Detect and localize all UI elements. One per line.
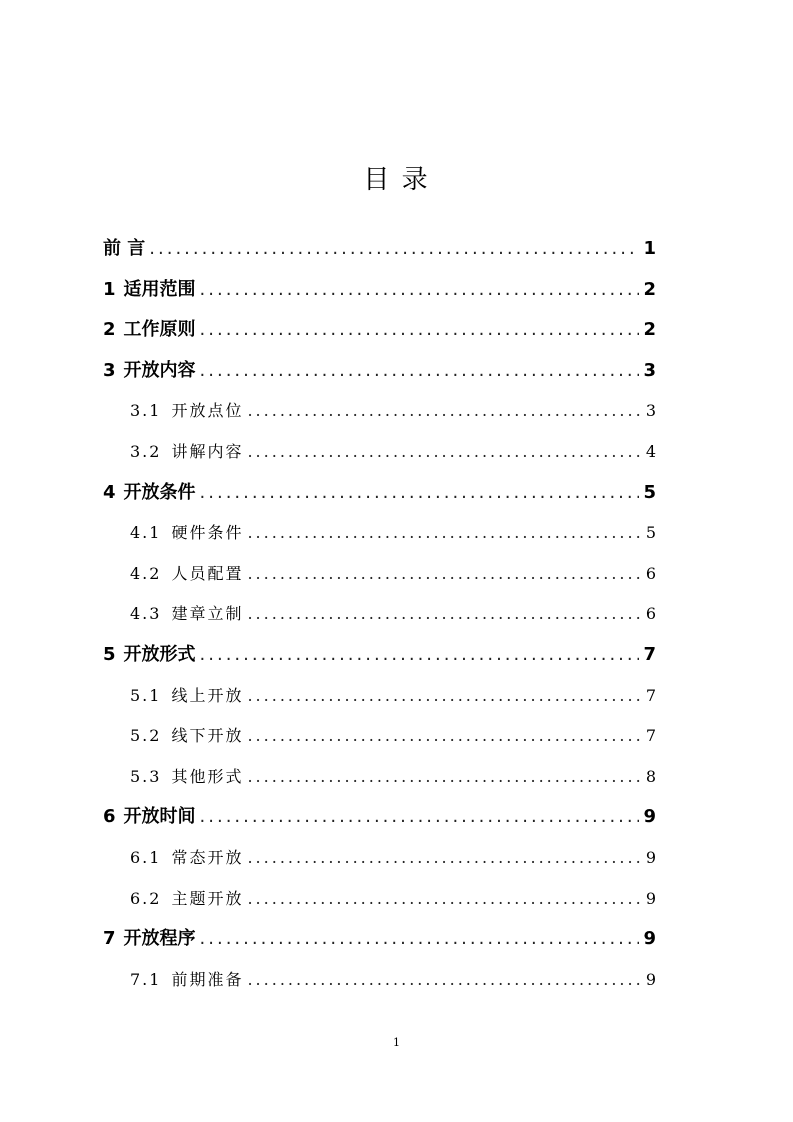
toc-dot-leader <box>247 554 641 595</box>
toc-entry-title <box>103 797 196 838</box>
toc-dot-leader <box>200 270 640 311</box>
toc-entry-page-number: 6 <box>645 563 656 583</box>
toc-dot-leader <box>200 919 640 960</box>
toc-entry-label: 常态开放 <box>171 847 244 867</box>
toc-entry-label: 讲解内容 <box>171 441 244 461</box>
toc-dot-leader <box>247 676 641 717</box>
toc-entry-chapter[interactable] <box>103 473 656 514</box>
toc-entry-number: 4 <box>103 481 116 503</box>
toc-entry-number: 5.1 <box>130 685 162 705</box>
toc-entry-page-number: 9 <box>645 847 656 867</box>
toc-entry-label: 开放形式 <box>123 643 196 665</box>
toc-entry-label: 适用范围 <box>123 278 196 300</box>
toc-entry-chapter[interactable] <box>103 270 656 311</box>
footer-page-number: 1 <box>393 1036 400 1049</box>
toc-dot-leader <box>247 391 641 432</box>
toc-entry-number: 6.2 <box>130 888 162 908</box>
toc-entry-number: 5.3 <box>130 766 162 786</box>
toc-entry-title <box>130 594 243 635</box>
toc-entry-label: 开放程序 <box>123 928 196 950</box>
toc-entry-page-number: 3 <box>645 401 656 421</box>
toc-entry-label: 其他形式 <box>171 766 244 786</box>
toc-entry-page-number: 7 <box>645 685 656 705</box>
toc-entry-title <box>103 919 196 960</box>
toc-entry-chapter[interactable] <box>103 919 656 960</box>
toc-entry-label: 建章立制 <box>171 604 244 624</box>
toc-entry-section[interactable] <box>103 879 656 920</box>
page-title: 目 录 <box>363 165 430 195</box>
toc-entry-chapter[interactable] <box>103 310 656 351</box>
toc-entry-title <box>130 716 243 757</box>
toc-dot-leader <box>247 757 641 798</box>
toc-entry-title <box>130 432 243 473</box>
toc-entry-label: 线上开放 <box>171 685 244 705</box>
toc-entry-number: 5.2 <box>130 726 162 746</box>
toc-entry-page-number: 7 <box>645 726 656 746</box>
toc-entry-label: 前 言 <box>103 238 146 259</box>
toc-entry-number: 6.1 <box>130 847 162 867</box>
toc-dot-leader <box>247 594 641 635</box>
toc-entry-number: 3.1 <box>130 401 162 421</box>
toc-entry-page-number: 4 <box>645 441 656 461</box>
toc-entry-number: 6 <box>103 806 116 828</box>
toc-entry-page-number: 6 <box>645 604 656 624</box>
toc-dot-leader <box>247 513 641 554</box>
toc-entry-chapter[interactable] <box>103 351 656 392</box>
toc-entry-section[interactable] <box>103 513 656 554</box>
toc-entry-chapter[interactable] <box>103 229 656 270</box>
toc-entry-section[interactable] <box>103 757 656 798</box>
toc-entry-number: 7 <box>103 928 116 950</box>
toc-entry-title <box>130 513 243 554</box>
toc-entry-title <box>130 391 243 432</box>
toc-entry-page-number: 2 <box>643 319 656 341</box>
toc-dot-leader <box>247 716 641 757</box>
toc-entry-number: 4.3 <box>130 604 162 624</box>
toc-entry-label: 开放时间 <box>123 806 196 828</box>
toc-entry-label: 前期准备 <box>171 969 244 989</box>
toc-entry-title <box>103 635 196 676</box>
toc-entry-page-number: 7 <box>643 643 656 665</box>
toc-entry-section[interactable] <box>103 676 656 717</box>
toc-entry-number: 5 <box>103 643 116 665</box>
toc-entry-title <box>130 960 243 1001</box>
toc-entry-label: 开放内容 <box>123 359 196 381</box>
toc-entry-number: 7.1 <box>130 969 162 989</box>
toc-entry-label: 线下开放 <box>171 726 244 746</box>
toc-dot-leader <box>247 879 641 920</box>
toc-dot-leader <box>247 960 641 1001</box>
toc-entry-title <box>103 473 196 514</box>
toc-entry-section[interactable] <box>103 716 656 757</box>
toc-entry-page-number: 8 <box>645 766 656 786</box>
toc-entry-label: 工作原则 <box>123 319 196 341</box>
toc-entry-title <box>130 838 243 879</box>
toc-entry-label: 硬件条件 <box>171 523 244 543</box>
toc-entry-number: 4.2 <box>130 563 162 583</box>
toc-entry-number: 4.1 <box>130 523 162 543</box>
table-of-contents <box>103 229 656 1000</box>
toc-entry-number: 3 <box>103 359 116 381</box>
toc-entry-page-number: 9 <box>645 969 656 989</box>
toc-entry-page-number: 5 <box>645 523 656 543</box>
toc-dot-leader <box>247 432 641 473</box>
toc-entry-title <box>103 310 196 351</box>
toc-entry-section[interactable] <box>103 960 656 1001</box>
toc-entry-number: 3.2 <box>130 441 162 461</box>
toc-entry-page-number: 9 <box>643 928 656 950</box>
toc-entry-section[interactable] <box>103 391 656 432</box>
toc-dot-leader <box>200 310 640 351</box>
toc-entry-title <box>130 676 243 717</box>
toc-entry-page-number: 3 <box>643 359 656 381</box>
toc-dot-leader <box>247 838 641 879</box>
toc-entry-title <box>130 879 243 920</box>
toc-entry-title <box>103 229 145 270</box>
toc-entry-label: 主题开放 <box>171 888 244 908</box>
toc-entry-page-number: 5 <box>643 481 656 503</box>
toc-entry-chapter[interactable] <box>103 635 656 676</box>
toc-entry-chapter[interactable] <box>103 797 656 838</box>
toc-entry-section[interactable] <box>103 594 656 635</box>
toc-dot-leader <box>149 229 639 270</box>
toc-entry-page-number: 9 <box>643 806 656 828</box>
toc-entry-title <box>130 554 243 595</box>
toc-dot-leader <box>200 351 640 392</box>
toc-entry-label: 开放条件 <box>123 481 196 503</box>
toc-entry-section[interactable] <box>103 554 656 595</box>
toc-entry-title <box>103 270 196 311</box>
toc-entry-label: 开放点位 <box>171 401 244 421</box>
toc-entry-title <box>130 757 243 798</box>
toc-dot-leader <box>200 797 640 838</box>
toc-entry-number: 1 <box>103 278 116 300</box>
toc-entry-page-number: 9 <box>645 888 656 908</box>
toc-entry-title <box>103 351 196 392</box>
toc-entry-label: 人员配置 <box>171 563 244 583</box>
toc-entry-page-number: 1 <box>643 238 656 259</box>
toc-entry-number: 2 <box>103 319 116 341</box>
toc-dot-leader <box>200 473 640 514</box>
toc-entry-section[interactable] <box>103 432 656 473</box>
toc-entry-section[interactable] <box>103 838 656 879</box>
toc-dot-leader <box>200 635 640 676</box>
toc-entry-page-number: 2 <box>643 278 656 300</box>
